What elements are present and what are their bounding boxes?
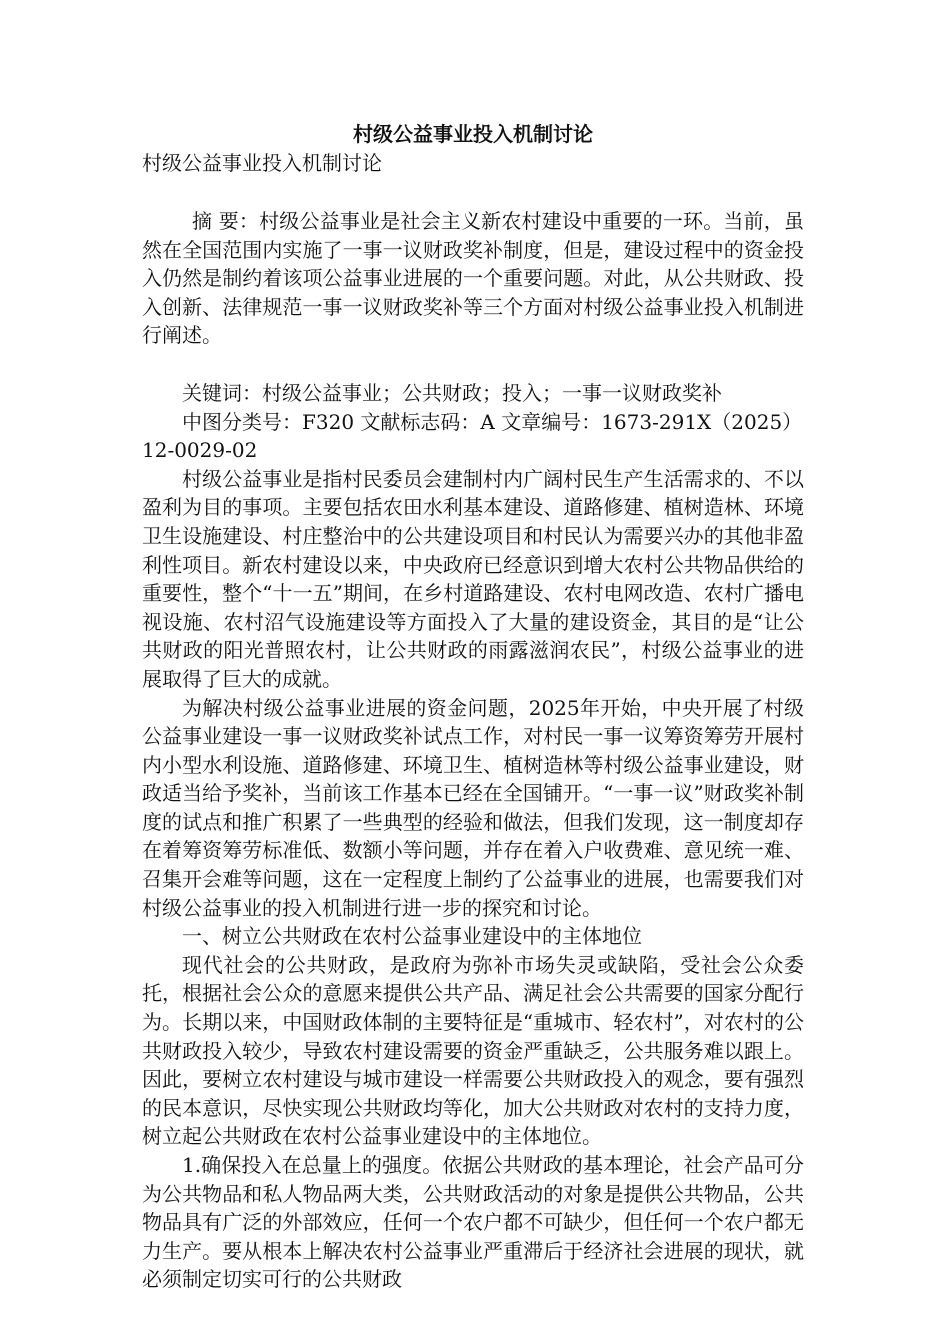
body-paragraph: 1.确保投入在总量上的强度。依据公共财政的基本理论，社会产品可分为公共物品和私人物品两大类，公共财政活动的对象是提供公共物品，公共物品具有广泛的外部效应，任何一个农户都不可缺少，但任何一个农户都无力生产。要从根本上解决农村公益事业严重滞后于经济社会进展的现状，就必须制定切实可行的公共财政 xyxy=(142,1153,804,1292)
abstract: 摘 要：村级公益事业是社会主义新农村建设中重要的一环。当前，虽然在全国范围内实施了一事一议财政奖补制度，但是，建设过程中的资金投入仍然是制约着该项公益事业进展的一个重要问题。对此，从公共财政、投入创新、法律规范一事一议财政奖补等三个方面对村级公益事业投入机制进行阐述。 xyxy=(142,209,804,348)
section-heading: 一、树立公共财政在农村公益事业建设中的主体地位 xyxy=(182,924,642,949)
body-paragraph: 为解决村级公益事业进展的资金问题，2025年开始，中央开展了村级公益事业建设一事一议财政奖补试点工作，对村民一事一议筹资筹劳开展村内小型水利设施、道路修建、环境卫生、植树造林等村级公益事业建设，财政适当给予奖补，当前该工作基本已经在全国铺开。“一事一议”财政奖补制度的试点和推广积累了一些典型的经验和做法，但我们发现，这一制度却存在着筹资筹劳标准低、数额小等问题，并存在着入户收费难、意见统一难、召集开会难等问题，这在一定程度上制约了公益事业的进展，也需要我们对村级公益事业的投入机制进行进一步的探究和讨论。 xyxy=(142,695,804,920)
classification-line: 中图分类号：F320 文献标志码：A 文章编号：1673-291X（2025）12-0029-02 xyxy=(142,409,803,463)
body-paragraph: 村级公益事业是指村民委员会建制村内广阔村民生产生活需求的、不以盈利为目的事项。主要包括农田水利基本建设、道路修建、植树造林、环境卫生设施建设、村庄整治中的公共建设项目和村民认为需要兴办的其他非盈利性项目。新农村建设以来，中央政府已经意识到增大农村公共物品供给的重要性，整个“十一五”期间，在乡村道路建设、农村电网改造、农村广播电视设施、农村沼气设施建设等方面投入了大量的建设资金，其目的是“让公共财政的阳光普照农村，让公共财政的雨露滋润农民”，村级公益事业的进展取得了巨大的成就。 xyxy=(142,466,804,691)
document-subtitle: 村级公益事业投入机制讨论 xyxy=(142,151,382,175)
spacer xyxy=(142,350,804,379)
document-body xyxy=(142,120,804,1294)
body-paragraph: 现代社会的公共财政，是政府为弥补市场失灵或缺陷，受社会公众委托，根据社会公众的意愿来提供公共产品、满足社会公共需要的国家分配行为。长期以来，中国财政体制的主要特征是“重城市、轻农村”，对农村的公共财政投入较少，导致农村建设需要的资金严重缺乏，公共服务难以跟上。因此，要树立农村建设与城市建设一样需要公共财政投入的观念，要有强烈的民本意识，尽快实现公共财政均等化，加大公共财政对农村的支持力度，树立起公共财政在农村公益事业建设中的主体地位。 xyxy=(142,952,804,1149)
document-title: 村级公益事业投入机制讨论 xyxy=(353,122,593,146)
spacer xyxy=(142,178,804,207)
keywords: 关键词：村级公益事业；公共财政；投入；一事一议财政奖补 xyxy=(182,380,722,405)
